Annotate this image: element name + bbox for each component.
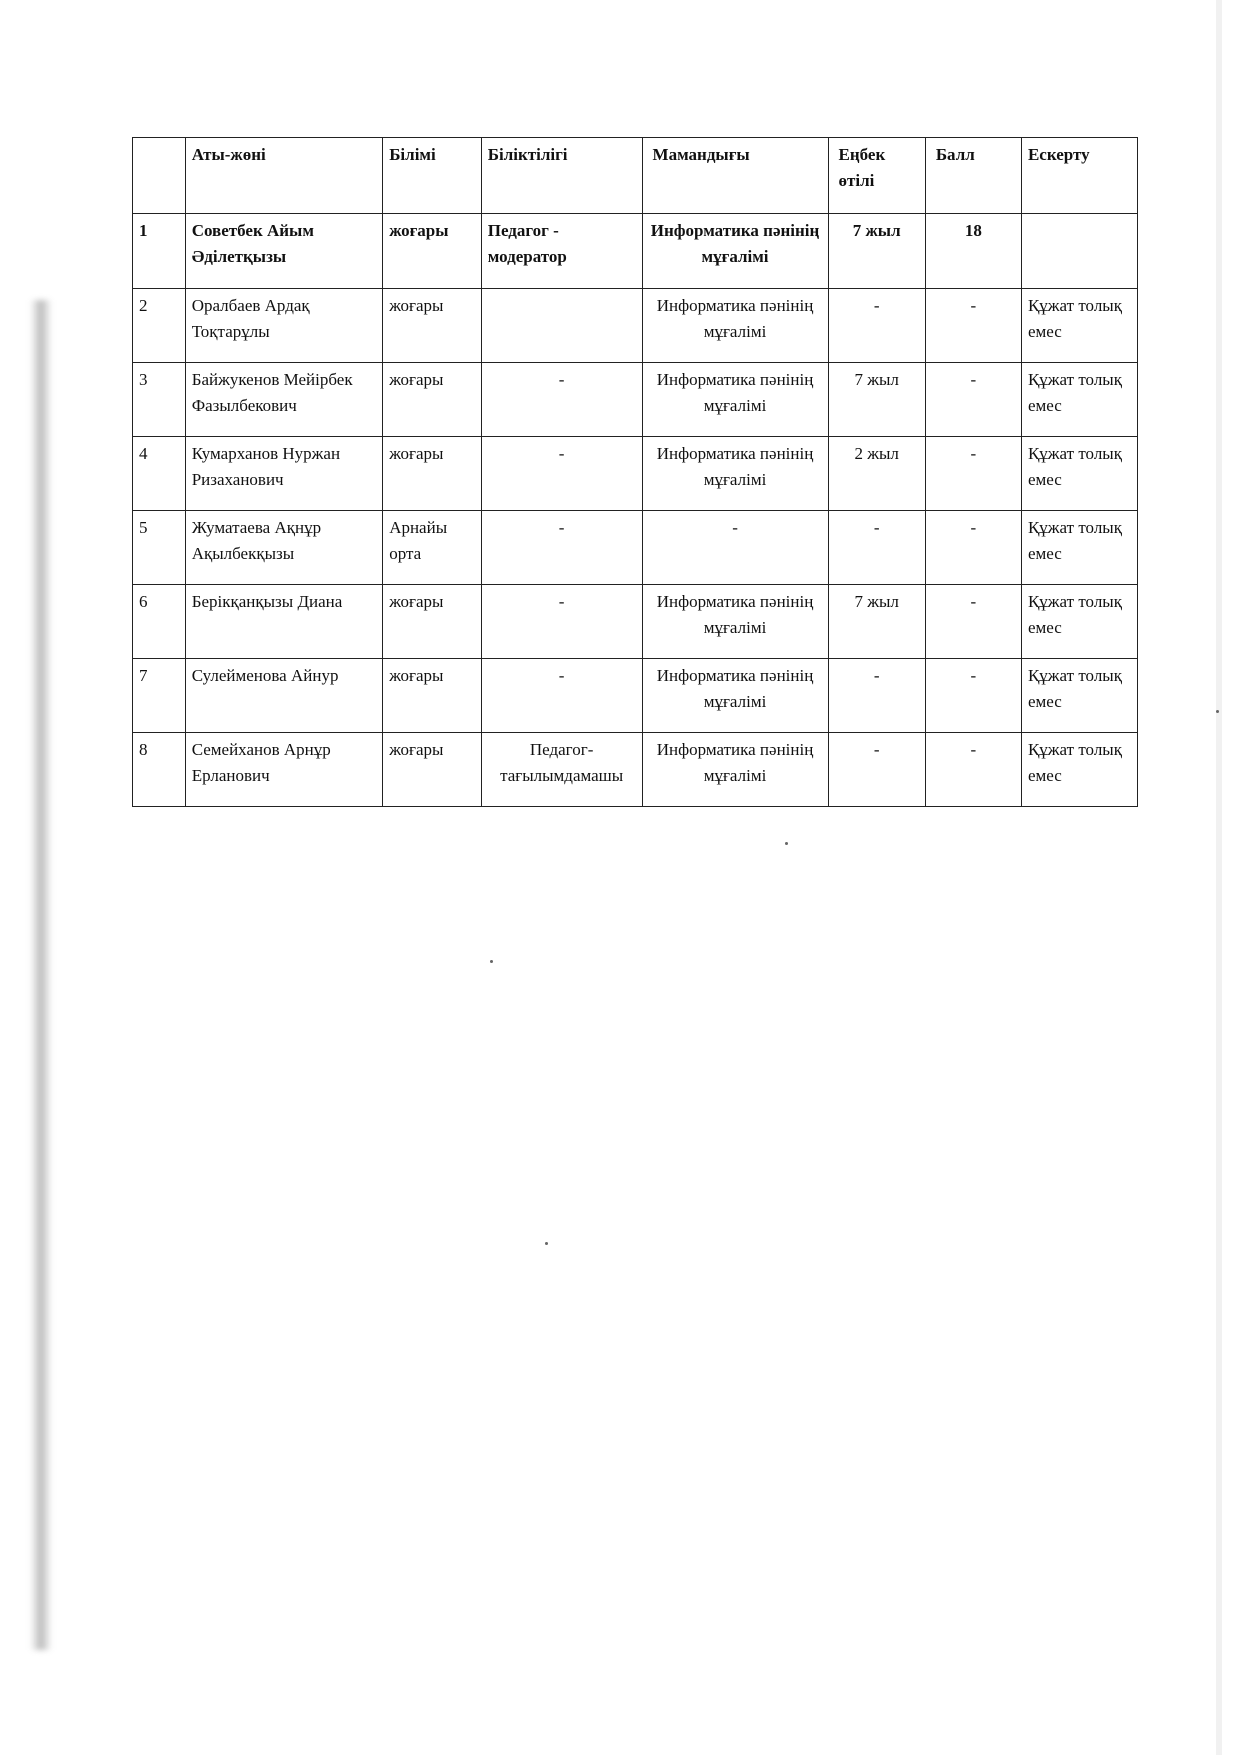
row-experience: -: [828, 289, 925, 363]
row-experience: 7 жыл: [828, 363, 925, 437]
row-number: 7: [133, 659, 186, 733]
row-name: Жуматаева Ақнұр Ақылбекқызы: [185, 511, 383, 585]
row-score: -: [925, 659, 1021, 733]
header-education: Білімі: [383, 138, 482, 214]
header-experience: Еңбек өтілі: [828, 138, 925, 214]
row-score: -: [925, 289, 1021, 363]
row-specialty: Информатика пәнінің мұғалімі: [642, 659, 828, 733]
row-specialty: Информатика пәнінің мұғалімі: [642, 363, 828, 437]
row-name: Берікқанқызы Диана: [185, 585, 383, 659]
header-score: Балл: [925, 138, 1021, 214]
row-note: [1021, 214, 1137, 289]
header-note: Ескерту: [1021, 138, 1137, 214]
row-score: -: [925, 511, 1021, 585]
scan-speck: [490, 960, 493, 963]
scan-edge: [1216, 0, 1222, 1755]
row-experience: 7 жыл: [828, 585, 925, 659]
header-number: [133, 138, 186, 214]
candidates-table: [132, 137, 1138, 807]
row-name: Сулейменова Айнур: [185, 659, 383, 733]
row-experience: -: [828, 659, 925, 733]
table-row: [133, 511, 1138, 585]
row-education: жоғары: [383, 214, 482, 289]
header-specialty: Мамандығы: [642, 138, 828, 214]
scan-shadow: [30, 300, 52, 1650]
row-specialty: Информатика пәнінің мұғалімі: [642, 214, 828, 289]
row-experience: -: [828, 511, 925, 585]
row-experience: 7 жыл: [828, 214, 925, 289]
table-row: [133, 733, 1138, 807]
row-education: жоғары: [383, 659, 482, 733]
row-qualification: -: [481, 363, 642, 437]
row-note: Құжат толық емес: [1021, 511, 1137, 585]
row-score: -: [925, 585, 1021, 659]
header-full-name: Аты-жөні: [185, 138, 383, 214]
row-number: 8: [133, 733, 186, 807]
row-name: Байжукенов Мейірбек Фазылбекович: [185, 363, 383, 437]
table-row: [133, 437, 1138, 511]
row-qualification: -: [481, 585, 642, 659]
row-education: жоғары: [383, 585, 482, 659]
row-name: Оралбаев Ардақ Тоқтарұлы: [185, 289, 383, 363]
row-note: Құжат толық емес: [1021, 733, 1137, 807]
row-score: -: [925, 733, 1021, 807]
row-qualification: -: [481, 659, 642, 733]
row-specialty: -: [642, 511, 828, 585]
scan-speck: [785, 842, 788, 845]
row-specialty: Информатика пәнінің мұғалімі: [642, 585, 828, 659]
row-education: жоғары: [383, 733, 482, 807]
row-note: Құжат толық емес: [1021, 363, 1137, 437]
row-number: 6: [133, 585, 186, 659]
row-name: Кумарханов Нуржан Ризаханович: [185, 437, 383, 511]
row-qualification: -: [481, 437, 642, 511]
row-specialty: Информатика пәнінің мұғалімі: [642, 289, 828, 363]
row-number: 3: [133, 363, 186, 437]
table-row: [133, 289, 1138, 363]
table-row: [133, 214, 1138, 289]
row-number: 4: [133, 437, 186, 511]
row-note: Құжат толық емес: [1021, 437, 1137, 511]
row-qualification: [481, 289, 642, 363]
header-qualification: Біліктілігі: [481, 138, 642, 214]
row-name: Советбек Айым Әділетқызы: [185, 214, 383, 289]
row-experience: -: [828, 733, 925, 807]
row-education: жоғары: [383, 363, 482, 437]
row-qualification: Педагог - модератор: [481, 214, 642, 289]
row-score: -: [925, 363, 1021, 437]
row-name: Семейханов Арнұр Ерланович: [185, 733, 383, 807]
row-number: 5: [133, 511, 186, 585]
row-note: Құжат толық емес: [1021, 289, 1137, 363]
table-row: [133, 585, 1138, 659]
row-note: Құжат толық емес: [1021, 585, 1137, 659]
row-education: жоғары: [383, 289, 482, 363]
row-education: жоғары: [383, 437, 482, 511]
row-specialty: Информатика пәнінің мұғалімі: [642, 733, 828, 807]
table-row: [133, 659, 1138, 733]
row-experience: 2 жыл: [828, 437, 925, 511]
row-qualification: -: [481, 511, 642, 585]
row-number: 2: [133, 289, 186, 363]
row-education: Арнайы орта: [383, 511, 482, 585]
row-note: Құжат толық емес: [1021, 659, 1137, 733]
row-number: 1: [133, 214, 186, 289]
table-row: [133, 363, 1138, 437]
row-specialty: Информатика пәнінің мұғалімі: [642, 437, 828, 511]
row-score: 18: [925, 214, 1021, 289]
row-qualification: Педагог-тағылымдамашы: [481, 733, 642, 807]
table-header-row: [133, 138, 1138, 214]
scan-speck: [545, 1242, 548, 1245]
scan-speck: [1216, 710, 1219, 713]
row-score: -: [925, 437, 1021, 511]
